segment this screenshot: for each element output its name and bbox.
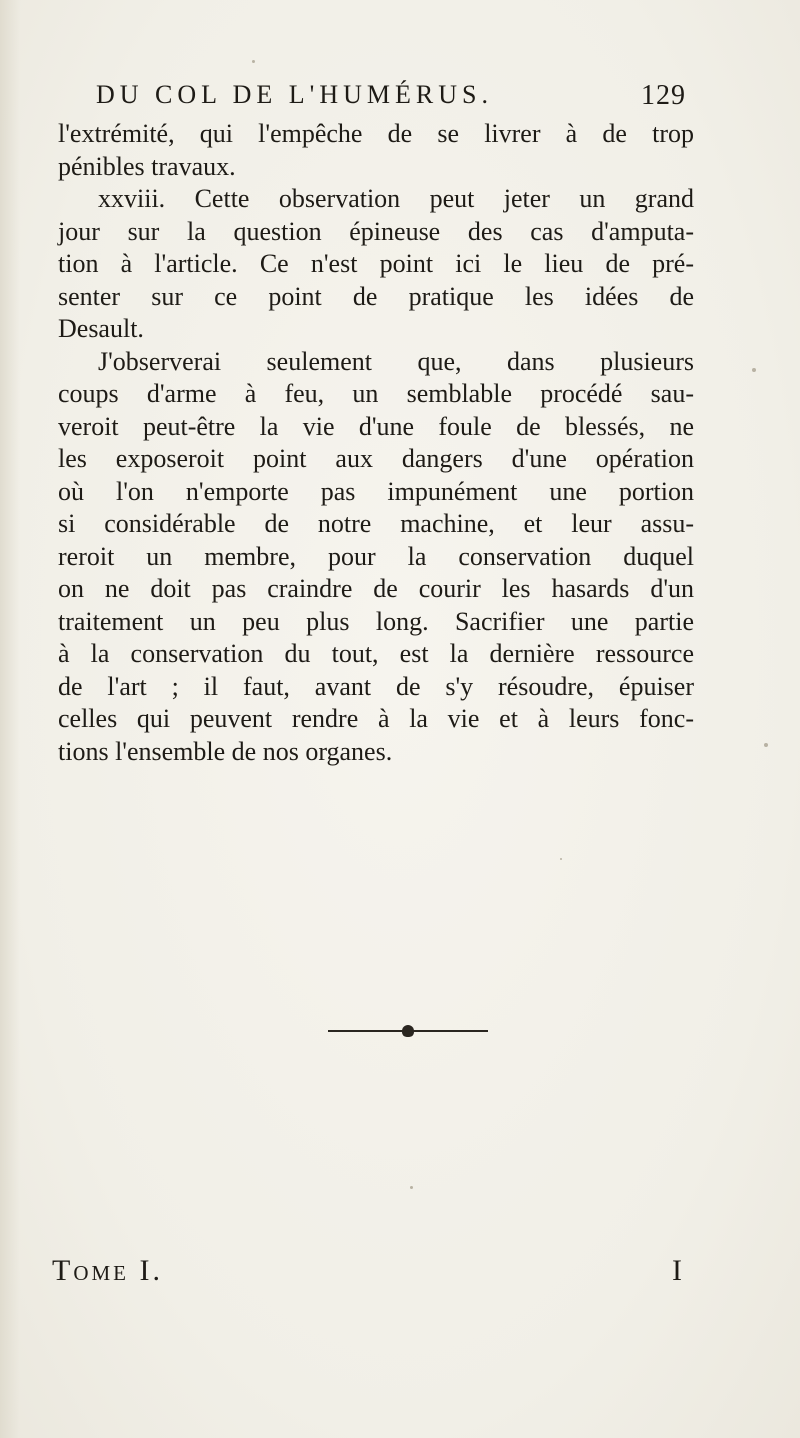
body-text <box>58 118 694 768</box>
section-divider <box>328 1024 488 1038</box>
running-head <box>96 80 686 114</box>
paper-speck <box>560 858 562 860</box>
text-line: tion à l'article. Ce n'est point ici le lieu de pré- <box>58 249 694 278</box>
text-line: l'extrémité, qui l'empêche de se livrer à de trop <box>58 119 694 148</box>
text-line: de l'art ; il faut, avant de s'y résoudre, épuiser <box>58 671 694 701</box>
paper-speck <box>752 368 756 372</box>
page-number: 129 <box>641 80 686 111</box>
text-line: où l'on n'emporte pas impunément une portion <box>58 476 694 506</box>
running-title: DU COL DE L'HUMÉRUS. <box>96 80 493 109</box>
text-line: J'observerai seulement que, dans plusieurs <box>98 346 694 376</box>
paper-speck <box>410 1186 413 1189</box>
page-edge-shadow <box>0 0 20 1438</box>
volume-signature: Tome I. <box>52 1254 163 1287</box>
text-line: jour sur la question épineuse des cas d'amputa- <box>58 216 694 246</box>
text-line: traitement un peu plus long. Sacrifier une partie <box>58 606 694 636</box>
text-line: coups d'arme à feu, un semblable procédé sau- <box>58 379 694 408</box>
text-line: reroit un membre, pour la conservation duquel <box>58 541 694 571</box>
text-line: pénibles travaux. <box>58 151 236 181</box>
paper-speck <box>252 60 255 63</box>
text-line: on ne doit pas craindre de courir les hasards d'un <box>58 574 694 603</box>
paper-speck <box>764 743 768 747</box>
text-line: Desault. <box>58 314 144 343</box>
text-line: senter sur ce point de pratique les idées de <box>58 281 694 311</box>
text-line: les exposeroit point aux dangers d'une opération <box>58 444 694 473</box>
text-line: celles qui peuvent rendre à la vie et à leurs fonc- <box>58 704 694 733</box>
signature-line <box>52 1254 682 1294</box>
text-line: tions l'ensemble de nos organes. <box>58 736 393 766</box>
text-line: xxviii. Cette observation peut jeter un grand <box>98 184 694 213</box>
signature-mark: I <box>672 1254 682 1287</box>
text-line: à la conservation du tout, est la dernière ressource <box>58 639 694 668</box>
divider-ornament-icon <box>402 1025 414 1037</box>
text-line: veroit peut-être la vie d'une foule de blessés, ne <box>58 411 694 441</box>
text-line: si considérable de notre machine, et leur assu- <box>58 509 694 538</box>
